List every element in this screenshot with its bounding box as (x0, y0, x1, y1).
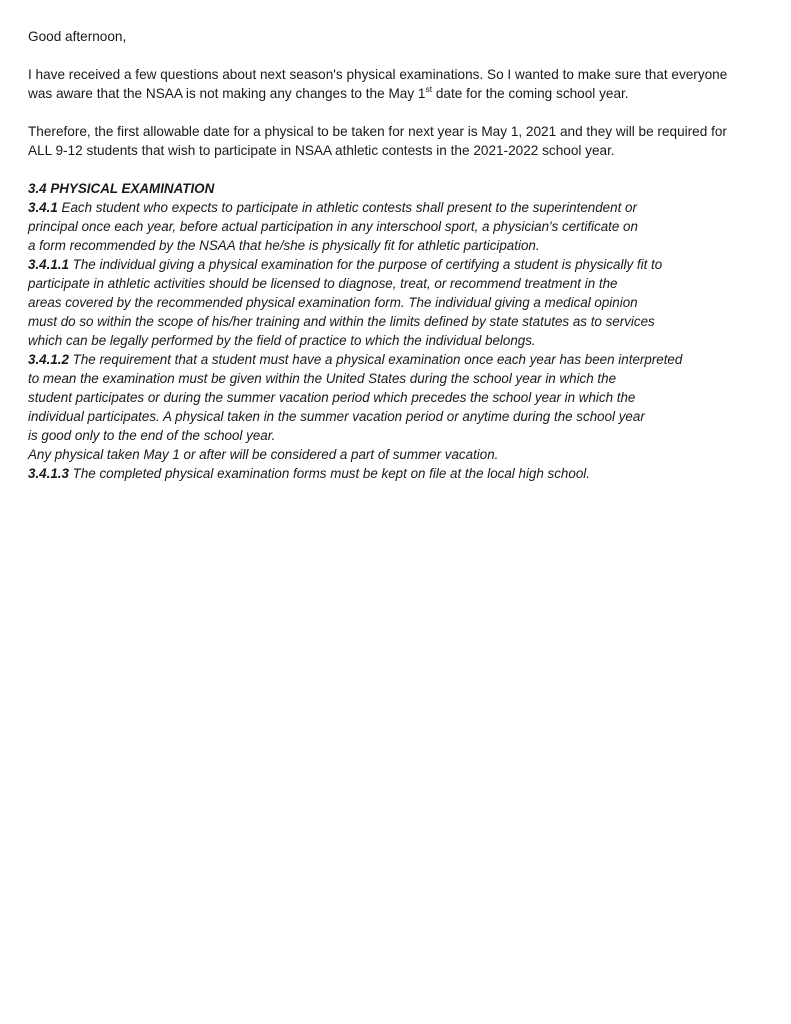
rule-3-4-1-2-line6: Any physical taken May 1 or after will be considered a part of summer vacation. (28, 447, 499, 462)
rule-3-4-1-2-line2: to mean the examination must be given within the United States during the school year in which the (28, 371, 617, 386)
rule-3-4-1-1-text: The individual giving a physical examination for the purpose of certifying a student is physically fit to (68, 257, 663, 272)
rule-number-3-4-1: 3.4.1 (28, 200, 58, 215)
rule-number-3-4-1-1: 3.4.1.1 (28, 257, 69, 272)
paragraph1-line2-post: date for the coming school year. (432, 86, 629, 101)
rule-3-4-1-2-line1 (28, 350, 773, 369)
paragraph-physical-questions (28, 65, 773, 103)
rule-3-4-1-1-line2: participate in athletic activities should be licensed to diagnose, treat, or recommend treatment in the (28, 276, 618, 291)
email-body (28, 27, 773, 483)
rule-3-4-1-2-text: The requirement that a student must have a physical examination once each year has been interpreted (68, 352, 683, 367)
paragraph1-line2-pre: was aware that the NSAA is not making any changes to the May 1 (28, 86, 426, 101)
rule-number-3-4-1-2: 3.4.1.2 (28, 352, 69, 367)
rule-3-4-1-line3: a form recommended by the NSAA that he/she is physically fit for athletic participation. (28, 238, 540, 253)
paragraph1-line1: I have received a few questions about next season's physical examinations. So I wanted to make sure that everyone (28, 67, 728, 82)
paragraph2-line1: Therefore, the first allowable date for a physical to be taken for next year is May 1, 2021 and they will be required for (28, 124, 727, 139)
rule-3-4-1-2-line5: is good only to the end of the school year. (28, 428, 276, 443)
rule-3-4-1-1-line1 (28, 255, 773, 274)
rule-3-4-1-1-line4: must do so within the scope of his/her training and within the limits defined by state statutes as to services (28, 314, 655, 329)
paragraph-allowable-date (28, 122, 773, 160)
rule-3-4-1-1-line3: areas covered by the recommended physical examination form. The individual giving a medical opinion (28, 295, 638, 310)
greeting: Good afternoon, (28, 29, 127, 44)
rule-3-4-1-3-text: The completed physical examination forms must be kept on file at the local high school. (68, 466, 590, 481)
rule-3-4-1-line2: principal once each year, before actual participation in any interschool sport, a physician's certificate on (28, 219, 638, 234)
paragraph2-line2: ALL 9-12 students that wish to participate in NSAA athletic contests in the 2021-2022 school year. (28, 143, 615, 158)
rule-3-4-1-2-line3: student participates or during the summer vacation period which precedes the school year in which the (28, 390, 636, 405)
rule-excerpt (28, 179, 773, 483)
rule-3-4-1-line1 (28, 198, 773, 217)
rule-number-3-4-1-3: 3.4.1.3 (28, 466, 69, 481)
rule-heading: 3.4 PHYSICAL EXAMINATION (28, 181, 215, 196)
rule-3-4-1-2-line4: individual participates. A physical taken in the summer vacation period or anytime during the school year (28, 409, 645, 424)
ordinal-suffix: st (425, 84, 433, 94)
rule-3-4-1-text: Each student who expects to participate in athletic contests shall present to the superintendent or (57, 200, 637, 215)
rule-3-4-1-3-line1 (28, 464, 773, 483)
rule-3-4-1-1-line5: which can be legally performed by the field of practice to which the individual belongs. (28, 333, 536, 348)
